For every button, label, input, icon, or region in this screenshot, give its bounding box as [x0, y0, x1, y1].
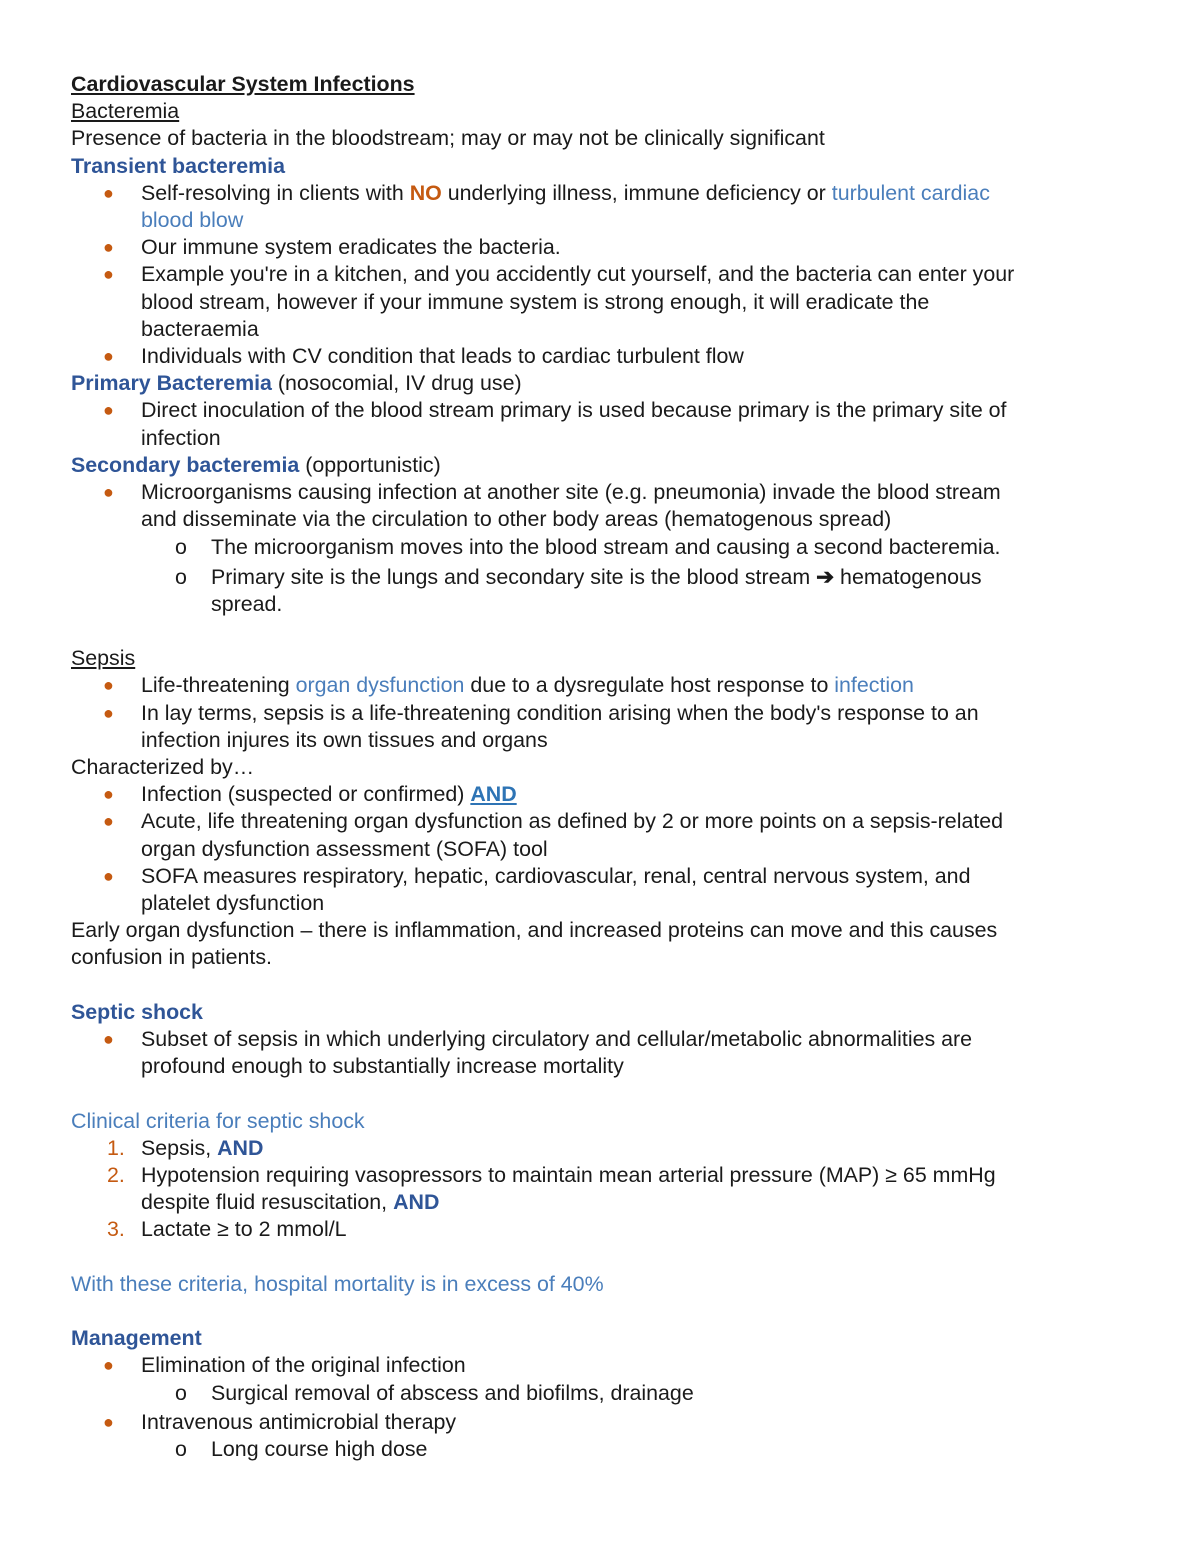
list-item: ● Self-resolving in clients with NO underlying illness, immune deficiency or turbulent cardiac blood blow: [103, 180, 990, 233]
arrow-right-icon: ➔: [816, 564, 835, 589]
circle-bullet-icon: o: [175, 1437, 187, 1462]
septic-shock-heading: Septic shock: [71, 999, 203, 1024]
list-subitem: o The microorganism moves into the blood stream and causing a second bacteremia.: [71, 534, 1131, 561]
list-item: ● Microorganisms causing infection at another site (e.g. pneumonia) invade the blood stream and disseminate via the circulation to other body areas (hematogenous spread): [103, 480, 1001, 532]
bacteremia-heading: Bacteremia: [71, 99, 180, 124]
emphasis-and: AND: [393, 1190, 440, 1215]
management-heading: Management: [71, 1326, 202, 1351]
list-subitem: o Surgical removal of abscess and biofilms, drainage: [71, 1380, 1131, 1407]
list-subitem: o Long course high dose: [71, 1436, 1131, 1463]
numbered-item: 1. Sepsis, AND: [71, 1135, 1131, 1162]
primary-heading-line: Primary Bacteremia (nosocomial, IV drug use): [71, 371, 522, 396]
bullet-icon: ●: [103, 1355, 114, 1376]
bullet-icon: ●: [103, 784, 114, 805]
list-number: 1.: [107, 1135, 125, 1160]
list-item: ● Infection (suspected or confirmed) AND: [71, 781, 1131, 808]
bacteremia-definition: Presence of bacteria in the bloodstream; may or may not be clinically significant: [71, 126, 825, 151]
document-body: [71, 71, 1131, 1463]
bullet-icon: ●: [103, 811, 114, 832]
primary-heading: Primary Bacteremia: [71, 371, 272, 396]
emphasis-and: AND: [217, 1135, 264, 1160]
list-item: ● Subset of sepsis in which underlying circulatory and cellular/metabolic abnormalities are profound enough to substantially increase mortality: [103, 1027, 973, 1079]
list-item: ● Life-threatening organ dysfunction due to a dysregulate host response to infection: [71, 672, 1131, 699]
term-organ-dysfunction: organ dysfunction: [295, 673, 465, 698]
transient-heading: Transient bacteremia: [71, 153, 285, 178]
list-item: ● Example you're in a kitchen, and you accidently cut yourself, and the bacteria can enter your blood stream, however if your immune system is strong enough, it will eradicate the bacteraemia: [103, 262, 1015, 341]
list-item: ● Acute, life threatening organ dysfunction as defined by 2 or more points on a sepsis-related organ dysfunction assessment (SOFA) tool: [103, 809, 1004, 861]
list-subitem: o Primary site is the lungs and secondary site is the blood stream ➔ hematogenous spread.: [175, 564, 982, 616]
circle-bullet-icon: o: [175, 1380, 187, 1405]
bullet-icon: ●: [103, 400, 114, 421]
bullet-icon: ●: [103, 702, 114, 723]
mortality-note: With these criteria, hospital mortality is in excess of 40%: [71, 1271, 604, 1296]
term-turbulent: turbulent cardiac: [831, 180, 990, 205]
bullet-icon: ●: [103, 264, 114, 285]
emphasis-no: NO: [409, 180, 442, 205]
bullet-icon: ●: [103, 865, 114, 886]
list-number: 3.: [107, 1217, 125, 1242]
document-title: Cardiovascular System Infections: [71, 72, 415, 96]
secondary-heading: Secondary bacteremia: [71, 452, 300, 477]
list-number: 2.: [107, 1163, 125, 1188]
numbered-item: 2. Hypotension requiring vasopressors to maintain mean arterial pressure (MAP) ≥ 65 mmHg despite fluid resuscitation, AND: [107, 1163, 996, 1215]
characterized-label: Characterized by…: [71, 755, 255, 780]
bullet-icon: ●: [103, 237, 114, 258]
list-item: ● Intravenous antimicrobial therapy: [71, 1409, 1131, 1436]
numbered-item: 3. Lactate ≥ to 2 mmol/L: [71, 1216, 1131, 1243]
list-item: ● In lay terms, sepsis is a life-threatening condition arising when the body's response to an infection injures its own tissues and organs: [103, 700, 979, 752]
list-item: ● Our immune system eradicates the bacteria.: [71, 234, 1131, 261]
bullet-icon: ●: [103, 1411, 114, 1432]
bullet-icon: ●: [103, 675, 114, 696]
secondary-heading-line: Secondary bacteremia (opportunistic): [71, 452, 441, 477]
early-dysfunction-paragraph: Early organ dysfunction – there is inflammation, and increased proteins can move and this causes confusion in patients.: [71, 918, 998, 970]
list-item: ● Individuals with CV condition that leads to cardiac turbulent flow: [71, 343, 1131, 370]
criteria-heading: Clinical criteria for septic shock: [71, 1108, 365, 1133]
bullet-icon: ●: [103, 482, 114, 503]
bullet-icon: ●: [103, 346, 114, 367]
bullet-icon: ●: [103, 1029, 114, 1050]
term-blood-blow: blood blow: [141, 208, 244, 233]
bullet-icon: ●: [103, 182, 114, 203]
term-infection: infection: [834, 673, 914, 698]
emphasis-and: AND: [470, 782, 517, 807]
list-item: ● SOFA measures respiratory, hepatic, cardiovascular, renal, central nervous system, and platelet dysfunction: [103, 863, 971, 916]
sepsis-heading: Sepsis: [71, 646, 136, 671]
circle-bullet-icon: o: [175, 564, 187, 589]
list-item: ● Direct inoculation of the blood stream primary is used because primary is the primary site of infection: [103, 398, 1007, 450]
list-item: ● Elimination of the original infection: [71, 1352, 1131, 1379]
circle-bullet-icon: o: [175, 535, 187, 560]
